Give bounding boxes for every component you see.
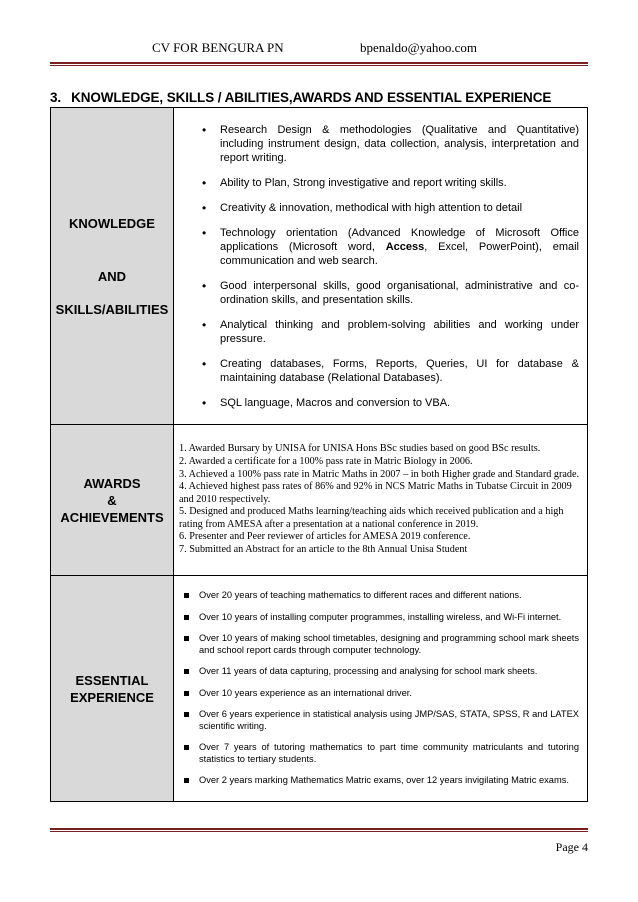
list-item-bold-text: Access: [385, 240, 425, 253]
achievements-label: ACHIEVEMENTS: [60, 509, 164, 525]
list-item: [174, 226, 579, 268]
list-item: 5. Designed and produced Maths learning/teaching aids which received publication and a high rating from AMESA after a presentation at a national conference in 2019.: [179, 506, 564, 530]
list-item: 1. Awarded Bursary by UNISA for UNISA Hons BSc studies based on good BSc results.: [179, 443, 541, 455]
list-item: 2. Awarded a certificate for a 100% pass rate in Matric Biology in 2006.: [179, 455, 473, 467]
section-title: KNOWLEDGE, SKILLS / ABILITIES,AWARDS AND ESSENTIAL EXPERIENCE: [71, 90, 552, 105]
list-item: • Creating databases, Forms, Reports, Queries, UI for database & maintaining database (Relational Databases).: [174, 357, 579, 385]
section-number: 3.: [50, 90, 62, 105]
list-item: Over 20 years of teaching mathematics to different races and different nations.: [174, 590, 579, 602]
knowledge-label-cell: [51, 108, 174, 425]
experience-content-cell: [174, 576, 588, 802]
awards-content-cell: [174, 425, 588, 576]
list-item: Over 10 years of making school timetables, designing and programming school mark sheets and school report cards through computer technology.: [174, 633, 579, 656]
list-item: Over 10 years of installing computer programmes, installing wireless, and Wi-Fi internet.: [174, 612, 579, 624]
awards-label: AWARDS: [83, 475, 141, 491]
list-item: • Research Design & methodologies (Qualitative and Quantitative) including instrument design, data collection, analysis, interpretation and report writing.: [174, 123, 579, 165]
list-item: Over 7 years of tutoring mathematics to part time community matriculants and tutoring statistics to tertiary students.: [174, 742, 579, 765]
ampersand-label: &: [107, 492, 117, 508]
knowledge-content-cell: [174, 108, 588, 425]
list-item: • Creativity & innovation, methodical with high attention to detail: [174, 201, 579, 215]
experience-label: EXPERIENCE: [70, 689, 154, 705]
list-item: 6. Presenter and Peer reviewer of articles for AMESA 2019 conference.: [179, 531, 471, 543]
list-item-text: , Excel, PowerPoint), email communication and web search.: [220, 240, 579, 267]
essential-label: ESSENTIAL: [75, 672, 149, 688]
page-header: [50, 40, 588, 58]
knowledge-list: [174, 115, 587, 418]
list-item: Over 10 years experience as an international driver.: [174, 688, 579, 700]
list-item: • Analytical thinking and problem-solving abilities and working under pressure.: [174, 318, 579, 346]
awards-list: [174, 437, 587, 562]
knowledge-label: KNOWLEDGE: [69, 215, 155, 231]
list-item: • Good interpersonal skills, good organisational, administrative and co-ordination skills, and presentation skills.: [174, 279, 579, 307]
header-rule: [50, 62, 588, 66]
list-item: Over 2 years marking Mathematics Matric exams, over 12 years invigilating Matric exams.: [174, 775, 579, 787]
and-label: AND: [97, 268, 127, 284]
awards-label-cell: [51, 425, 174, 576]
experience-label-cell: [51, 576, 174, 802]
list-item-text: Technology orientation (Advanced Knowledge of Microsoft Office applications (Microsoft word,: [220, 226, 579, 253]
skills-table: [50, 107, 588, 802]
footer-rule: [50, 828, 588, 832]
list-item: 3. Achieved a 100% pass rate in Matric Maths in 2007 – in both Higher grade and Standard grade.: [179, 468, 580, 480]
page-number: Page 4: [555, 840, 588, 854]
list-item: 7. Submitted an Abstract for an article to the 8th Annual Unisa Student: [179, 544, 468, 556]
skills-label: SKILLS/ABILITIES: [55, 301, 169, 317]
section-heading: [50, 90, 590, 105]
knowledge-row: [51, 108, 588, 425]
list-item: Over 11 years of data capturing, processing and analysing for school mark sheets.: [174, 666, 579, 678]
experience-row: [51, 576, 588, 802]
experience-list: [174, 584, 587, 793]
list-item: 4. Achieved highest pass rates of 86% and 92% in NCS Matric Maths in Tubatse Circuit in 2009 and 2010 respectively.: [179, 481, 572, 505]
list-item: • SQL language, Macros and conversion to VBA.: [174, 396, 579, 410]
list-item: • Ability to Plan, Strong investigative and report writing skills.: [174, 176, 579, 190]
header-email: bpenaldo@yahoo.com: [360, 40, 478, 55]
awards-row: [51, 425, 588, 576]
list-item: Over 6 years experience in statistical analysis using JMP/SAS, STATA, SPSS, R and LATEX scientific writing.: [174, 709, 579, 732]
header-cv-title: CV FOR BENGURA PN: [152, 40, 284, 55]
